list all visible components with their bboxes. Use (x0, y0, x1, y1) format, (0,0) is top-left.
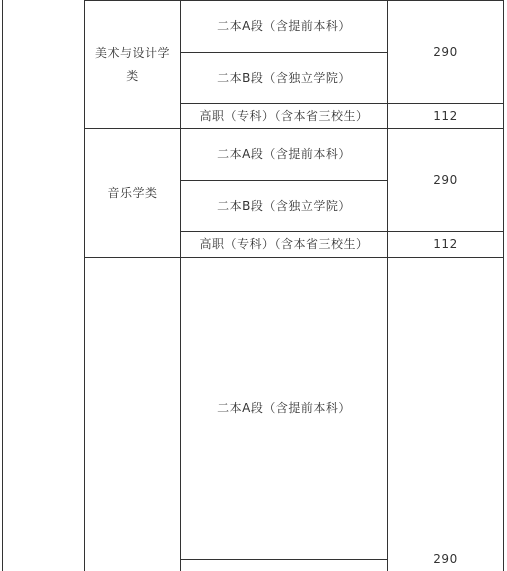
grid-line-h-level-5 (180, 559, 387, 560)
score-value: 290 (433, 552, 458, 566)
category-cell (85, 1, 180, 128)
level-label: 二本B段（含独立学院） (217, 70, 351, 85)
score-cell (388, 1, 503, 103)
level-label: 高职（专科）（含本省三校生） (199, 108, 369, 123)
score-value: 290 (433, 44, 458, 59)
score-value: 290 (433, 172, 458, 187)
level-cell (181, 104, 387, 128)
grid-line-v-right (503, 0, 504, 571)
score-cell (388, 104, 503, 128)
level-cell (181, 181, 387, 231)
level-label: 高职（专科）（含本省三校生） (199, 237, 369, 251)
category-label-line1: 美术与设计学 (94, 45, 170, 60)
score-value: 112 (433, 237, 458, 251)
category-label-line1: 音乐学类 (107, 185, 158, 200)
level-cell (181, 232, 387, 257)
level-cell (181, 1, 387, 52)
category-label-line2: 类 (126, 68, 139, 83)
category-cell (85, 129, 180, 257)
score-cell (388, 129, 503, 231)
score-value: 112 (433, 108, 458, 123)
level-cell (181, 53, 387, 103)
level-cell (181, 258, 387, 559)
level-label: 二本A段（含提前本科） (217, 19, 351, 33)
level-label: 二本B段（含独立学院） (217, 198, 351, 213)
score-cell (388, 548, 503, 571)
level-cell (181, 129, 387, 180)
level-label: 二本A段（含提前本科） (217, 401, 351, 415)
score-cell (388, 232, 503, 257)
level-label: 二本A段（含提前本科） (217, 147, 351, 161)
grid-line-v-left (2, 0, 3, 571)
